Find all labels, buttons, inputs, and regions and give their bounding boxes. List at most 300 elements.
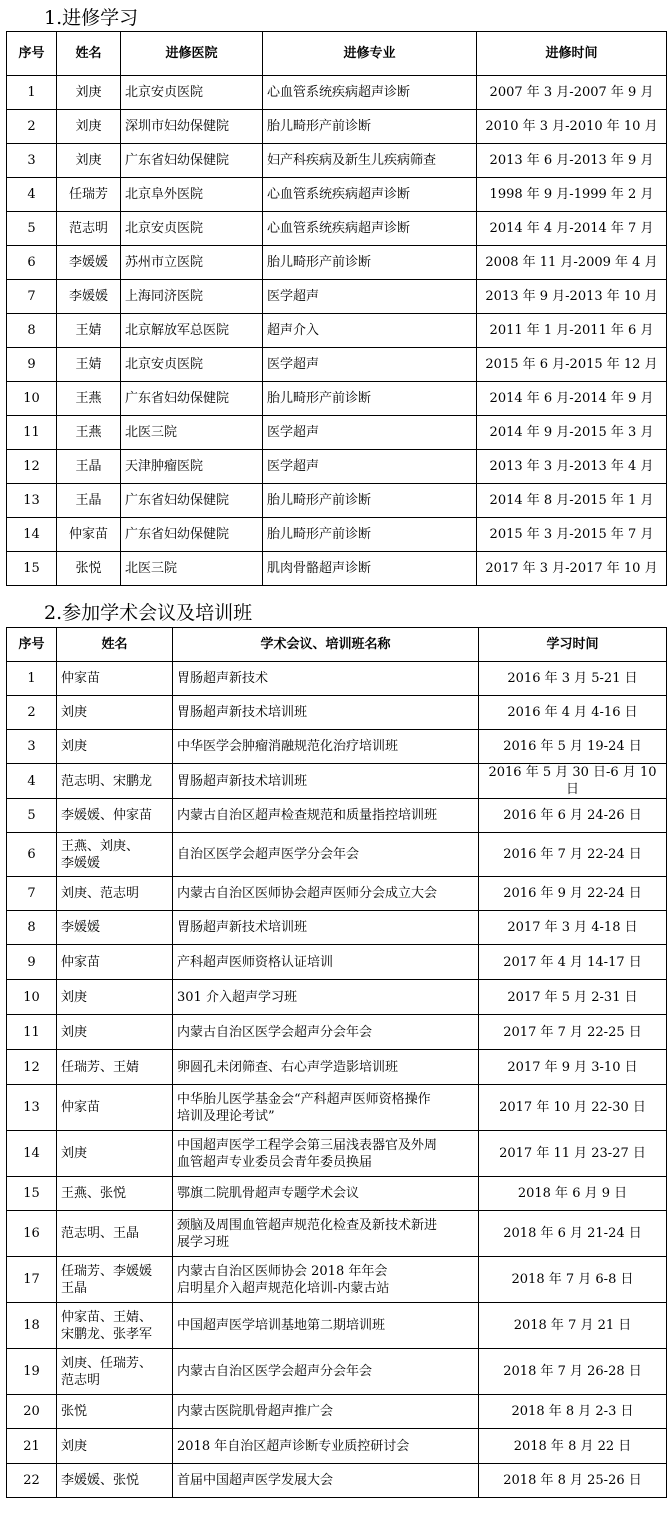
table-row bbox=[7, 1303, 667, 1349]
cell-time bbox=[479, 730, 667, 764]
cell-time-text: 2018 年 6 月 21-24 日 bbox=[503, 1226, 642, 1241]
cell-hospital-text: 上海同济医院 bbox=[125, 289, 204, 304]
cell-index-text: 18 bbox=[23, 1318, 40, 1333]
cell-name bbox=[57, 450, 121, 484]
cell-index bbox=[7, 1257, 57, 1303]
cell-time bbox=[479, 1395, 667, 1429]
cell-time-text: 2018 年 7 月 6-8 日 bbox=[511, 1272, 634, 1287]
cell-specialty-text: 医学超声 bbox=[267, 289, 320, 304]
cell-hospital bbox=[121, 178, 263, 212]
cell-time bbox=[479, 696, 667, 730]
cell-period bbox=[477, 382, 667, 416]
cell-index-text: 9 bbox=[27, 954, 36, 970]
cell-event-text: 卵圆孔未闭筛查、右心声学造影培训班 bbox=[177, 1059, 399, 1075]
cell-hospital-text: 广东省妇幼保健院 bbox=[125, 527, 230, 542]
cell-time bbox=[479, 1257, 667, 1303]
header-time: 学习时间 bbox=[479, 628, 667, 662]
cell-time-text: 2017 年 10 月 22-30 日 bbox=[499, 1100, 646, 1115]
cell-name-text: 仲家苗、王婧、 宋鹏龙、张孝军 bbox=[61, 1309, 153, 1342]
cell-time bbox=[479, 764, 667, 799]
cell-event-text: 胃肠超声新技术培训班 bbox=[177, 920, 308, 935]
table-row bbox=[7, 945, 667, 980]
cell-index bbox=[7, 1464, 57, 1498]
cell-time bbox=[479, 662, 667, 696]
header-index: 序号 bbox=[7, 32, 57, 76]
table-row bbox=[7, 730, 667, 764]
cell-time-text: 2016 年 3 月 5-21 日 bbox=[507, 671, 638, 686]
cell-time bbox=[479, 1303, 667, 1349]
cell-index bbox=[7, 1131, 57, 1177]
cell-name bbox=[57, 246, 121, 280]
cell-index-text: 3 bbox=[27, 153, 36, 168]
cell-index-text: 7 bbox=[27, 289, 36, 304]
cell-period bbox=[477, 348, 667, 382]
cell-name-text: 仲家苗 bbox=[68, 527, 108, 542]
cell-event bbox=[173, 1464, 479, 1498]
cell-hospital bbox=[121, 450, 263, 484]
cell-index-text: 16 bbox=[23, 1226, 40, 1241]
cell-index bbox=[7, 1429, 57, 1464]
cell-name-text: 刘庚 bbox=[61, 705, 88, 720]
cell-event-text: 首届中国超声医学发展大会 bbox=[177, 1473, 334, 1488]
cell-index bbox=[7, 382, 57, 416]
cell-hospital-text: 北医三院 bbox=[125, 561, 178, 576]
cell-name-text: 王燕、张悦 bbox=[61, 1186, 127, 1201]
cell-period bbox=[477, 518, 667, 552]
cell-specialty-text: 医学超声 bbox=[267, 425, 320, 440]
cell-name-text: 刘庚 bbox=[61, 1024, 88, 1040]
cell-hospital-text: 北京安贞医院 bbox=[125, 357, 204, 372]
table-row bbox=[7, 696, 667, 730]
cell-time bbox=[479, 1429, 667, 1464]
cell-event bbox=[173, 730, 479, 764]
cell-name bbox=[57, 1211, 173, 1257]
header-index: 序号 bbox=[7, 628, 57, 662]
table-row bbox=[7, 833, 667, 877]
cell-time-text: 2018 年 8 月 25-26 日 bbox=[503, 1473, 642, 1488]
cell-time bbox=[479, 1085, 667, 1131]
cell-period-text: 2008 年 11 月-2009 年 4 月 bbox=[485, 255, 658, 270]
cell-specialty bbox=[263, 518, 477, 552]
header-hospital: 进修医院 bbox=[121, 32, 263, 76]
cell-event-text: 胃肠超声新技术培训班 bbox=[177, 773, 308, 789]
cell-time-text: 2018 年 7 月 21 日 bbox=[513, 1318, 632, 1333]
cell-index bbox=[7, 730, 57, 764]
cell-name bbox=[57, 144, 121, 178]
cell-index bbox=[7, 911, 57, 945]
cell-specialty bbox=[263, 144, 477, 178]
table-row bbox=[7, 1211, 667, 1257]
cell-time bbox=[479, 1464, 667, 1498]
cell-period-text: 2010 年 3 月-2010 年 10 月 bbox=[485, 119, 658, 134]
cell-name-text: 王燕 bbox=[75, 425, 102, 440]
cell-name bbox=[57, 833, 173, 877]
cell-specialty bbox=[263, 484, 477, 518]
cell-period bbox=[477, 110, 667, 144]
table-row bbox=[7, 110, 667, 144]
cell-name-text: 王燕、刘庚、 李媛媛 bbox=[61, 838, 140, 871]
cell-time-text: 2016 年 4 月 4-16 日 bbox=[507, 705, 638, 720]
cell-name bbox=[57, 416, 121, 450]
cell-period bbox=[477, 144, 667, 178]
cell-specialty-text: 心血管系统疾病超声诊断 bbox=[267, 85, 411, 100]
cell-index-text: 17 bbox=[23, 1272, 40, 1287]
cell-index-text: 12 bbox=[23, 1059, 40, 1075]
table-row bbox=[7, 1395, 667, 1429]
cell-hospital-text: 广东省妇幼保健院 bbox=[125, 391, 230, 406]
cell-name-text: 范志明、王晶 bbox=[61, 1226, 140, 1241]
header-period: 进修时间 bbox=[477, 32, 667, 76]
cell-event-text: 内蒙古自治区医学会超声分会年会 bbox=[177, 1364, 373, 1379]
table-row bbox=[7, 980, 667, 1015]
cell-hospital-text: 深圳市妇幼保健院 bbox=[125, 119, 230, 134]
cell-specialty-text: 胎儿畸形产前诊断 bbox=[267, 493, 372, 508]
cell-index-text: 10 bbox=[23, 391, 40, 406]
cell-period-text: 2014 年 4 月-2014 年 7 月 bbox=[489, 221, 654, 236]
cell-index bbox=[7, 110, 57, 144]
cell-index bbox=[7, 552, 57, 586]
cell-name-text: 仲家苗 bbox=[61, 954, 101, 970]
table-row bbox=[7, 877, 667, 911]
cell-period bbox=[477, 450, 667, 484]
table-row bbox=[7, 450, 667, 484]
table-row bbox=[7, 212, 667, 246]
cell-time-text: 2018 年 8 月 2-3 日 bbox=[511, 1404, 634, 1419]
cell-name bbox=[57, 1177, 173, 1211]
cell-index-text: 7 bbox=[27, 886, 36, 901]
cell-name bbox=[57, 110, 121, 144]
table-row bbox=[7, 1050, 667, 1085]
cell-event-text: 内蒙古医院肌骨超声推广会 bbox=[177, 1404, 334, 1419]
cell-name-text: 王晶 bbox=[75, 459, 102, 474]
cell-index bbox=[7, 662, 57, 696]
section1-title: 1.进修学习 bbox=[44, 7, 139, 29]
cell-name-text: 刘庚、任瑞芳、 范志明 bbox=[61, 1355, 153, 1388]
table-row bbox=[7, 348, 667, 382]
cell-period-text: 2011 年 1 月-2011 年 6 月 bbox=[489, 323, 654, 338]
table-row bbox=[7, 382, 667, 416]
cell-period bbox=[477, 212, 667, 246]
table-row bbox=[7, 1131, 667, 1177]
cell-specialty bbox=[263, 348, 477, 382]
header-specialty: 进修专业 bbox=[263, 32, 477, 76]
cell-time bbox=[479, 1015, 667, 1050]
cell-index bbox=[7, 1395, 57, 1429]
cell-specialty bbox=[263, 76, 477, 110]
cell-index-text: 11 bbox=[23, 1024, 40, 1040]
cell-name-text: 范志明 bbox=[68, 221, 108, 236]
cell-name-text: 仲家苗 bbox=[61, 1100, 101, 1115]
cell-period-text: 1998 年 9 月-1999 年 2 月 bbox=[489, 187, 654, 202]
cell-index-text: 15 bbox=[23, 1186, 40, 1201]
cell-name-text: 范志明、宋鹏龙 bbox=[61, 773, 153, 789]
cell-index bbox=[7, 348, 57, 382]
cell-index-text: 20 bbox=[23, 1404, 40, 1419]
cell-specialty bbox=[263, 450, 477, 484]
training-table bbox=[6, 31, 667, 586]
cell-index-text: 2 bbox=[27, 705, 36, 720]
cell-event bbox=[173, 1211, 479, 1257]
cell-name bbox=[57, 1085, 173, 1131]
cell-hospital bbox=[121, 212, 263, 246]
cell-event bbox=[173, 911, 479, 945]
table-row bbox=[7, 662, 667, 696]
header-name: 姓名 bbox=[57, 628, 173, 662]
table-row bbox=[7, 1349, 667, 1395]
cell-name-text: 李媛媛 bbox=[68, 289, 108, 304]
table-row bbox=[7, 1429, 667, 1464]
cell-name-text: 刘庚 bbox=[75, 119, 102, 134]
cell-name-text: 刘庚 bbox=[61, 1438, 88, 1454]
cell-name-text: 刘庚 bbox=[75, 85, 102, 100]
cell-name bbox=[57, 730, 173, 764]
cell-hospital bbox=[121, 348, 263, 382]
cell-hospital bbox=[121, 76, 263, 110]
cell-hospital-text: 天津肿瘤医院 bbox=[125, 459, 204, 474]
cell-specialty-text: 胎儿畸形产前诊断 bbox=[267, 391, 372, 406]
cell-specialty-text: 肌肉骨骼超声诊断 bbox=[267, 561, 372, 576]
cell-name bbox=[57, 1429, 173, 1464]
cell-index bbox=[7, 1211, 57, 1257]
cell-event bbox=[173, 1177, 479, 1211]
cell-event-text: 内蒙古自治区医师协会超声医师分会成立大会 bbox=[177, 886, 438, 901]
cell-hospital-text: 北医三院 bbox=[125, 425, 178, 440]
cell-name-text: 张悦 bbox=[75, 561, 102, 576]
cell-event-text: 鄂旗二院肌骨超声专题学术会议 bbox=[177, 1186, 360, 1201]
cell-name bbox=[57, 1395, 173, 1429]
cell-specialty bbox=[263, 110, 477, 144]
cell-index bbox=[7, 144, 57, 178]
cell-name bbox=[57, 945, 173, 980]
conference-table bbox=[6, 627, 667, 1498]
cell-hospital bbox=[121, 382, 263, 416]
cell-event bbox=[173, 799, 479, 833]
cell-index-text: 8 bbox=[27, 920, 36, 935]
cell-event-text: 中国超声医学工程学会第三届浅表器官及外周 血管超声专业委员会青年委员换届 bbox=[177, 1137, 438, 1170]
cell-hospital-text: 北京安贞医院 bbox=[125, 85, 204, 100]
cell-name-text: 任瑞芳 bbox=[68, 187, 108, 202]
cell-specialty bbox=[263, 212, 477, 246]
cell-hospital-text: 苏州市立医院 bbox=[125, 255, 204, 270]
cell-period bbox=[477, 76, 667, 110]
cell-name bbox=[57, 911, 173, 945]
cell-index bbox=[7, 1015, 57, 1050]
cell-name-text: 仲家苗 bbox=[61, 671, 101, 686]
cell-name-text: 刘庚 bbox=[61, 1146, 88, 1161]
cell-index bbox=[7, 212, 57, 246]
table-row bbox=[7, 799, 667, 833]
cell-period-text: 2014 年 8 月-2015 年 1 月 bbox=[489, 493, 654, 508]
cell-period-text: 2015 年 6 月-2015 年 12 月 bbox=[485, 357, 658, 372]
cell-index bbox=[7, 833, 57, 877]
cell-event bbox=[173, 980, 479, 1015]
cell-hospital bbox=[121, 484, 263, 518]
cell-time-text: 2016 年 9 月 22-24 日 bbox=[503, 886, 642, 901]
cell-index-text: 13 bbox=[23, 493, 40, 508]
cell-name bbox=[57, 518, 121, 552]
cell-specialty bbox=[263, 416, 477, 450]
cell-event bbox=[173, 945, 479, 980]
cell-name bbox=[57, 799, 173, 833]
cell-name-text: 王燕 bbox=[75, 391, 102, 406]
cell-index bbox=[7, 314, 57, 348]
cell-event bbox=[173, 1395, 479, 1429]
cell-name bbox=[57, 1131, 173, 1177]
table-row bbox=[7, 552, 667, 586]
cell-name-text: 李媛媛、仲家苗 bbox=[61, 808, 153, 823]
cell-hospital-text: 广东省妇幼保健院 bbox=[125, 153, 230, 168]
cell-hospital bbox=[121, 246, 263, 280]
cell-index-text: 5 bbox=[27, 808, 36, 823]
cell-hospital-text: 北京阜外医院 bbox=[125, 187, 204, 202]
cell-hospital bbox=[121, 280, 263, 314]
cell-hospital bbox=[121, 552, 263, 586]
cell-name-text: 王婧 bbox=[75, 323, 102, 338]
cell-name-text: 张悦 bbox=[61, 1404, 88, 1419]
cell-event-text: 内蒙古自治区超声检查规范和质量指控培训班 bbox=[177, 808, 438, 823]
table-header-row bbox=[7, 628, 667, 662]
cell-time-text: 2018 年 6 月 9 日 bbox=[517, 1186, 628, 1201]
cell-name-text: 李媛媛、张悦 bbox=[61, 1473, 140, 1488]
cell-time bbox=[479, 833, 667, 877]
cell-name bbox=[57, 1257, 173, 1303]
cell-index bbox=[7, 1349, 57, 1395]
cell-name-text: 刘庚 bbox=[75, 153, 102, 168]
cell-period-text: 2013 年 9 月-2013 年 10 月 bbox=[485, 289, 658, 304]
cell-specialty bbox=[263, 552, 477, 586]
cell-time-text: 2016 年 5 月 30 日-6 月 10 日 bbox=[488, 765, 657, 797]
cell-index bbox=[7, 980, 57, 1015]
cell-time bbox=[479, 980, 667, 1015]
cell-index-text: 15 bbox=[23, 561, 40, 576]
cell-name-text: 李媛媛 bbox=[61, 920, 101, 935]
cell-event bbox=[173, 1257, 479, 1303]
cell-hospital bbox=[121, 144, 263, 178]
cell-index-text: 5 bbox=[27, 221, 36, 236]
cell-name bbox=[57, 178, 121, 212]
cell-time-text: 2016 年 7 月 22-24 日 bbox=[503, 847, 642, 862]
cell-index-text: 9 bbox=[27, 357, 36, 372]
cell-index-text: 6 bbox=[27, 255, 36, 270]
cell-index bbox=[7, 416, 57, 450]
cell-index-text: 4 bbox=[27, 187, 36, 202]
cell-specialty-text: 心血管系统疾病超声诊断 bbox=[267, 221, 411, 236]
cell-period bbox=[477, 314, 667, 348]
cell-name-text: 王晶 bbox=[75, 493, 102, 508]
cell-event-text: 胃肠超声新技术 bbox=[177, 671, 269, 686]
header-name: 姓名 bbox=[57, 32, 121, 76]
cell-period bbox=[477, 178, 667, 212]
cell-event-text: 自治区医学会超声医学分会年会 bbox=[177, 847, 360, 862]
cell-period bbox=[477, 416, 667, 450]
cell-index bbox=[7, 280, 57, 314]
cell-index-text: 1 bbox=[27, 85, 36, 100]
cell-event-text: 内蒙古自治区医学会超声分会年会 bbox=[177, 1024, 373, 1040]
cell-specialty-text: 胎儿畸形产前诊断 bbox=[267, 527, 372, 542]
cell-period-text: 2014 年 6 月-2014 年 9 月 bbox=[489, 391, 654, 406]
cell-index-text: 4 bbox=[27, 773, 36, 789]
cell-time-text: 2018 年 8 月 22 日 bbox=[513, 1438, 632, 1454]
cell-specialty-text: 胎儿畸形产前诊断 bbox=[267, 119, 372, 134]
cell-hospital-text: 广东省妇幼保健院 bbox=[125, 493, 230, 508]
cell-specialty-text: 超声介入 bbox=[267, 323, 320, 338]
cell-event bbox=[173, 1015, 479, 1050]
cell-name bbox=[57, 382, 121, 416]
cell-hospital-text: 北京安贞医院 bbox=[125, 221, 204, 236]
cell-index bbox=[7, 1085, 57, 1131]
table-row bbox=[7, 764, 667, 799]
cell-name-text: 刘庚 bbox=[61, 989, 88, 1005]
table-row bbox=[7, 76, 667, 110]
table-row bbox=[7, 1015, 667, 1050]
cell-name bbox=[57, 552, 121, 586]
cell-index-text: 11 bbox=[23, 425, 40, 440]
cell-event bbox=[173, 1085, 479, 1131]
cell-specialty bbox=[263, 382, 477, 416]
cell-event-text: 内蒙古自治区医师协会 2018 年年会 启明星介入超声规范化培训-内蒙古站 bbox=[177, 1263, 390, 1296]
cell-name bbox=[57, 980, 173, 1015]
cell-index bbox=[7, 518, 57, 552]
cell-period bbox=[477, 246, 667, 280]
cell-event bbox=[173, 696, 479, 730]
cell-specialty bbox=[263, 246, 477, 280]
cell-event bbox=[173, 1131, 479, 1177]
cell-time bbox=[479, 1211, 667, 1257]
cell-name-text: 任瑞芳、王婧 bbox=[61, 1059, 140, 1075]
cell-index-text: 3 bbox=[27, 739, 36, 754]
cell-event-text: 中华医学会肿瘤消融规范化治疗培训班 bbox=[177, 739, 399, 754]
cell-period-text: 2013 年 6 月-2013 年 9 月 bbox=[489, 153, 654, 168]
cell-time bbox=[479, 945, 667, 980]
cell-index bbox=[7, 696, 57, 730]
cell-name bbox=[57, 314, 121, 348]
cell-hospital bbox=[121, 518, 263, 552]
cell-event bbox=[173, 1349, 479, 1395]
cell-name bbox=[57, 1303, 173, 1349]
cell-index bbox=[7, 877, 57, 911]
cell-time-text: 2017 年 3 月 4-18 日 bbox=[507, 920, 638, 935]
table-row bbox=[7, 416, 667, 450]
table-row bbox=[7, 1085, 667, 1131]
cell-index-text: 6 bbox=[27, 847, 36, 862]
cell-name bbox=[57, 280, 121, 314]
cell-event-text: 中华胎儿医学基金会“产科超声医师资格操作 培训及理论考试” bbox=[177, 1091, 431, 1124]
table-row bbox=[7, 178, 667, 212]
cell-name bbox=[57, 1015, 173, 1050]
cell-name bbox=[57, 1349, 173, 1395]
cell-period bbox=[477, 484, 667, 518]
cell-period bbox=[477, 552, 667, 586]
cell-index-text: 22 bbox=[23, 1473, 40, 1488]
table-row bbox=[7, 1257, 667, 1303]
table-row bbox=[7, 518, 667, 552]
cell-event bbox=[173, 1050, 479, 1085]
cell-index-text: 14 bbox=[23, 1146, 40, 1161]
table-row bbox=[7, 1177, 667, 1211]
cell-specialty-text: 医学超声 bbox=[267, 357, 320, 372]
table-row bbox=[7, 1464, 667, 1498]
cell-specialty bbox=[263, 314, 477, 348]
cell-time-text: 2017 年 11 月 23-27 日 bbox=[499, 1146, 646, 1161]
cell-index-text: 14 bbox=[23, 527, 40, 542]
table-row bbox=[7, 246, 667, 280]
cell-index-text: 12 bbox=[23, 459, 40, 474]
cell-time-text: 2017 年 5 月 2-31 日 bbox=[507, 989, 638, 1005]
cell-name bbox=[57, 696, 173, 730]
cell-index bbox=[7, 178, 57, 212]
cell-index bbox=[7, 450, 57, 484]
cell-index-text: 2 bbox=[27, 119, 36, 134]
